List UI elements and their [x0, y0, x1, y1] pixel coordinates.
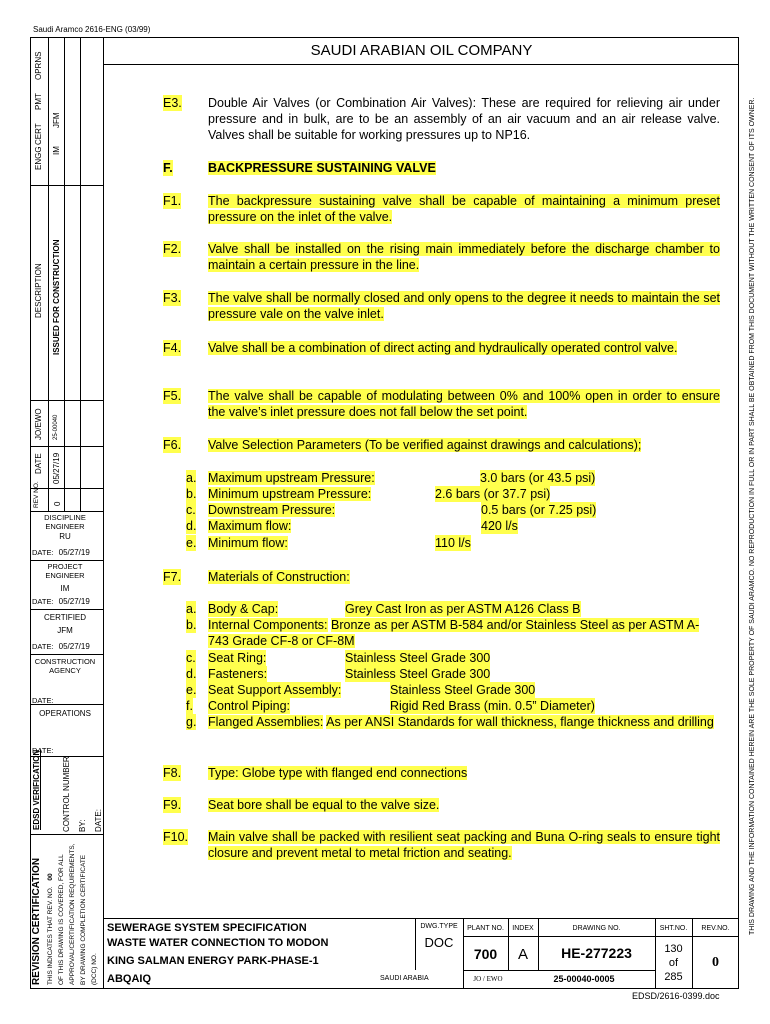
rev-description-value: ISSUED FOR CONSTRUCTION [52, 239, 61, 355]
material-value: Stainless Steel Grade 300 [345, 667, 491, 681]
param-label [208, 502, 335, 518]
section-text [208, 797, 720, 813]
section-heading-text: BACKPRESSURE SUSTAINING VALVE [208, 161, 436, 175]
revcert-line2: OF THIS DRAWING IS COVERED, FOR ALL [58, 854, 65, 985]
param-letter: c. [186, 503, 196, 517]
material-value: Stainless Steel Grade 300 [345, 651, 491, 665]
signoff-construction-role: CONSTRUCTION AGENCY [34, 657, 96, 675]
signoff-discipline-date [32, 548, 90, 557]
revcert-line3: APPROVAL/CERTIFICATION REQUIREMENTS, [69, 843, 76, 985]
plant-value: 700 [473, 946, 498, 962]
date-label: DATE: [32, 548, 54, 557]
dwg-type-value: DOC [424, 935, 454, 950]
section-text [208, 569, 720, 585]
section-text [208, 241, 720, 273]
rev-date-value: 05/27/19 [52, 452, 61, 484]
date-value: 05/27/19 [58, 597, 90, 606]
rev-table-divider-1 [48, 37, 49, 511]
material-value: As per ANSI Standards for wall thickness, flange thickness and drilling [326, 715, 714, 729]
section-text [208, 290, 720, 322]
material-value: Rigid Red Brass (min. 0.5” Diameter) [390, 699, 595, 713]
rev-table-hline-2 [30, 400, 103, 401]
rev-table-hline-1 [30, 185, 103, 186]
form-id: Saudi Aramco 2616-ENG (03/99) [33, 25, 151, 34]
material-letter: g. [186, 715, 197, 729]
material-letter: a. [186, 602, 197, 616]
section-text-span: Main valve shall be packed with resilient seat packing and Buna O-ring seals to ensure tight closure and prevent metal to metal friction and seating. [208, 830, 720, 860]
sht-number: 130 [664, 943, 683, 955]
section-number: F7. [163, 570, 182, 584]
sht-value [655, 942, 692, 984]
section-number: F8. [163, 766, 182, 780]
edsd-date: DATE: [94, 809, 103, 832]
material-letter: d. [186, 667, 197, 681]
section-text [208, 388, 720, 420]
joewo-value: 25-00040-0005 [553, 974, 615, 984]
rev-date-label: DATE [34, 453, 43, 474]
drawing-value: HE-277223 [561, 945, 632, 961]
material-letter: f. [186, 699, 193, 713]
revcert-line1-text: THIS INDICATES THAT REV. NO. [47, 886, 54, 985]
date-value: 05/27/19 [58, 548, 90, 557]
footer-doc: EDSD/2616-0399.doc [632, 991, 720, 1001]
material-label: Flanged Assemblies: [208, 715, 324, 729]
index-label: INDEX [512, 925, 534, 932]
material-value: Stainless Steel Grade 300 [390, 683, 536, 697]
signoff-operations-role: OPERATIONS [39, 709, 91, 718]
sht-of: of [668, 957, 679, 969]
section-text-span: Materials of Construction: [208, 570, 350, 584]
section-text [208, 829, 720, 861]
plant-label: PLANT NO. [467, 925, 504, 932]
material-label: Fasteners: [208, 667, 268, 681]
param-value: 110 l/s [435, 536, 471, 550]
drawing-label: DRAWING NO. [572, 925, 621, 932]
section-text-span: Seat bore shall be equal to the valve size. [208, 798, 440, 812]
section-number: F5. [163, 389, 182, 403]
param-value: 420 l/s [481, 519, 518, 533]
approval-im: IM [52, 146, 61, 155]
section-text [208, 193, 720, 225]
titleblock-location: SAUDI ARABIA [380, 975, 429, 982]
param-label [208, 486, 371, 502]
material-value: Grey Cast Iron as per ASTM A126 Class B [345, 602, 581, 616]
signoff-discipline-name: RU [59, 532, 71, 541]
param-label-text: Minimum upstream Pressure: [208, 487, 372, 501]
param-letter: b. [186, 487, 197, 501]
param-value: 3.0 bars (or 43.5 psi) [480, 471, 596, 485]
param-value: 2.6 bars (or 37.7 psi) [435, 487, 551, 501]
rev-no-label: REV NO. [33, 481, 40, 508]
section-number: F6. [163, 438, 182, 452]
rev-table-divider-2 [64, 37, 65, 511]
signoff-certified-name: JFM [57, 626, 73, 635]
date-label: DATE: [32, 642, 54, 651]
titleblock-header-line [463, 936, 739, 937]
section-text-span: The backpressure sustaining valve shall be capable of maintaining a minimum preset pressure on the inlet of the valve. [208, 194, 720, 224]
signoff-discipline-role: DISCIPLINE ENGINEER [44, 513, 86, 531]
dwg-type-label: DWG.TYPE [420, 923, 458, 930]
company-title: SAUDI ARABIAN OIL COMPANY [310, 42, 533, 59]
section-text-span: Valve shall be installed on the rising main immediately before the discharge chamber to maintain a certain pressure in the line. [208, 242, 720, 272]
section-text [208, 340, 720, 356]
section-number: F10. [163, 830, 189, 844]
rev-joewo-label: JO/EWO [34, 408, 43, 440]
rev-table-hline-3 [30, 446, 103, 447]
rev-joewo-value: 25-00040 [53, 414, 59, 440]
signoff-hline-2 [30, 609, 103, 610]
param-label-text: Minimum flow: [208, 536, 288, 550]
titleblock-line1: SEWERAGE SYSTEM SPECIFICATION [107, 922, 307, 934]
param-letter: a. [186, 471, 197, 485]
section-number: F9. [163, 798, 182, 812]
rev-label: REV.NO. [701, 925, 730, 932]
section-text-span: Valve Selection Parameters (To be verified against drawings and calculations); [208, 438, 642, 452]
section-number: F3. [163, 291, 182, 305]
material-label: Internal Components: [208, 618, 328, 632]
param-label [208, 535, 288, 551]
titleblock-top-line [103, 918, 739, 919]
left-column-divider [103, 37, 104, 989]
revcert-line1 [47, 873, 54, 985]
date-label: DATE: [32, 696, 54, 705]
rev-table-hline-4 [30, 488, 103, 489]
section-text-span: Type: Globe type with flanged end connections [208, 766, 468, 780]
sht-label: SHT.NO. [659, 925, 688, 932]
ownership-notice: THIS DRAWING AND THE INFORMATION CONTAINED HEREIN ARE THE SOLE PROPERTY OF SAUDI ARAMCO. NO REPRODUCTION IN FULL OR IN PART SHALL BE OBTAINED FROM THIS DOCUMENT WITHOUT THE WRITTEN CONSENT OF ITS OWNER. [749, 97, 756, 935]
approval-pmt: PMT [34, 93, 43, 110]
section-text [208, 437, 720, 453]
material-text [208, 714, 720, 730]
rev-table-hline-5 [30, 511, 103, 512]
param-label-text: Maximum flow: [208, 519, 292, 533]
revcert-line4: BY DRAWING COMPLETION CERTIFICATE [80, 854, 87, 985]
param-label [208, 470, 375, 486]
signoff-project-role: PROJECT ENGINEER [45, 562, 85, 580]
joewo-label: JO / EWO [473, 975, 503, 983]
material-letter: c. [186, 651, 196, 665]
section-heading [208, 160, 720, 176]
section-text-span: The valve shall be normally closed and only opens to the degree it needs to maintain the set pressure vale on the valve inlet. [208, 291, 720, 321]
approval-cert: CERT [34, 123, 43, 145]
material-label: Seat Support Assembly: [208, 683, 342, 697]
titleblock-joewo-line [463, 970, 655, 971]
approval-engg: ENGG [34, 146, 43, 170]
date-label: DATE: [32, 746, 54, 755]
material-label: Body & Cap: [208, 602, 279, 616]
titleblock-line3: KING SALMAN ENERGY PARK-PHASE-1 [107, 955, 319, 967]
section-text-span: The valve shall be capable of modulating between 0% and 100% open in order to ensure the valve’s inlet pressure does not fall below the set point. [208, 389, 720, 419]
section-number: F2. [163, 242, 182, 256]
material-letter: e. [186, 683, 197, 697]
date-label: DATE: [32, 597, 54, 606]
titleblock-line4: ABQAIQ [107, 973, 151, 985]
param-letter: e. [186, 536, 197, 550]
titleblock-line2: WASTE WATER CONNECTION TO MODON [107, 937, 329, 949]
param-label [208, 518, 291, 534]
edsd-title: EDSD VERIFICATION [32, 749, 41, 830]
signoff-certified-role: CERTIFIED [43, 613, 87, 622]
param-value: 0.5 bars (or 7.25 psi) [481, 503, 597, 517]
section-text [208, 765, 720, 781]
param-letter: d. [186, 519, 197, 533]
material-value: Bronze as per ASTM B-584 and/or Stainless Steel as per ASTM A-743 Grade CF-8 or CF-8M [208, 618, 700, 648]
section-number: F1. [163, 194, 182, 208]
rev-table-divider-3 [80, 37, 81, 511]
param-label-text: Maximum upstream Pressure: [208, 471, 375, 485]
signoff-project-date [32, 597, 90, 606]
sht-total: 285 [664, 971, 683, 983]
section-text-span: Valve shall be a combination of direct acting and hydraulically operated control valve. [208, 341, 678, 355]
signoff-project-name: IM [60, 584, 70, 593]
rev-value: 0 [712, 955, 719, 970]
signoff-construction-date [32, 696, 54, 705]
revcert-line5: (DCC) NO. [91, 953, 98, 985]
signoff-certified-date [32, 642, 90, 651]
section-number: F4. [163, 341, 182, 355]
section-number: F. [163, 161, 173, 175]
section-number: E3. [163, 96, 182, 110]
date-value: 05/27/19 [58, 642, 90, 651]
edsd-control: CONTROL NUMBER [62, 756, 71, 832]
approval-jfm: JFM [52, 112, 61, 128]
material-label: Seat Ring: [208, 651, 267, 665]
signoff-hline-1 [30, 560, 103, 561]
param-label-text: Downstream Pressure: [208, 503, 336, 517]
rev-no-value: 0 [53, 501, 62, 506]
company-title-underline [103, 64, 739, 65]
rev-description-label: DESCRIPTION [34, 263, 43, 318]
section-text: Double Air Valves (or Combination Air Valves): These are required for relieving air under pressure and in bulk, are to be an assembly of an air vacuum and an air release valve. Valves shall be suitable for working pressures up to NP16. [208, 96, 720, 142]
material-text [208, 617, 720, 649]
signoff-hline-3 [30, 654, 103, 655]
approval-oprns: OPRNS [34, 51, 43, 80]
revcert-rev: 00 [47, 873, 54, 881]
edsd-by: BY: [78, 819, 87, 832]
index-value: A [517, 946, 528, 963]
material-letter: b. [186, 618, 197, 632]
revcert-title: REVISION CERTIFICATION [31, 857, 42, 985]
material-label: Control Piping: [208, 699, 290, 713]
edsd-hline [30, 834, 103, 835]
